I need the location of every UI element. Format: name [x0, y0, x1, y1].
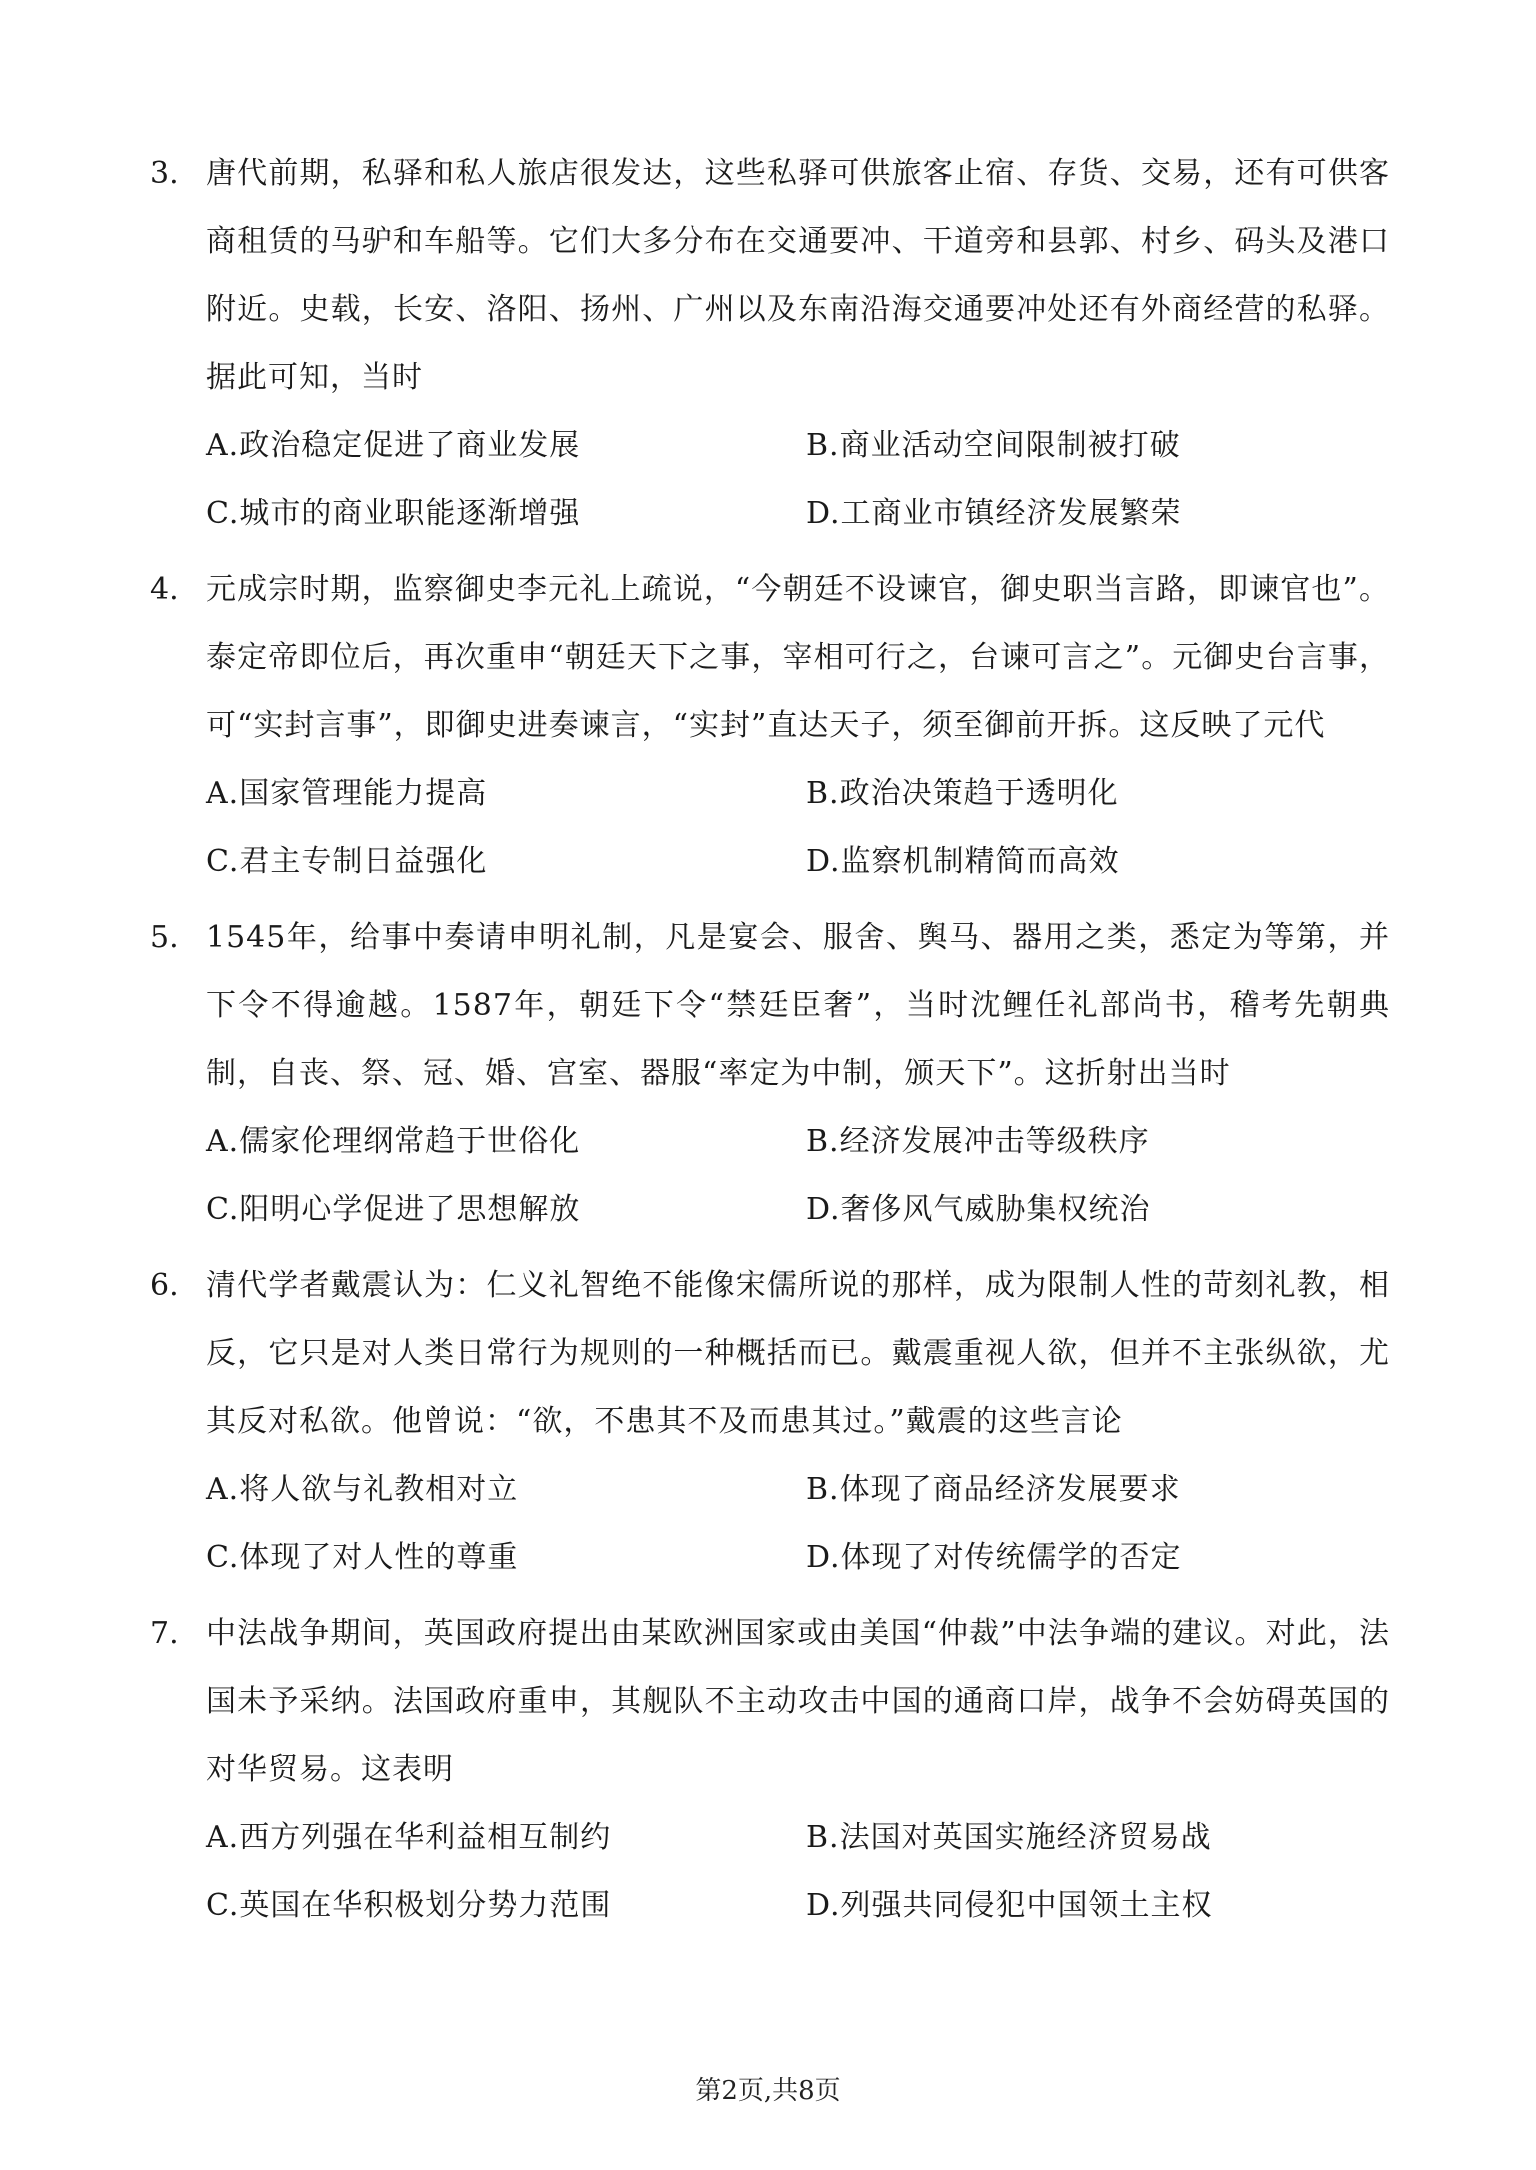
- option-grid: [206, 1804, 1390, 1940]
- page-footer: 第2页,共8页: [695, 2076, 841, 2106]
- option-c: C.城市的商业职能逐渐增强: [206, 496, 581, 531]
- option-b: B.经济发展冲击等级秩序: [806, 1124, 1150, 1159]
- option-a: A.政治稳定促进了商业发展: [206, 428, 581, 463]
- question-stem: 元成宗时期，监察御史李元礼上疏说，“今朝廷不设谏官，御史职当言路，即谏官也”。泰定帝即位后，再次重申“朝廷天下之事，宰相可行之，台谏可言之”。元御史台言事，可“实封言事”，即御史进奏谏言，“实封”直达天子，须至御前开拆。这反映了元代: [206, 572, 1390, 743]
- option-c: C.君主专制日益强化: [206, 844, 488, 879]
- option-a: A.西方列强在华利益相互制约: [206, 1820, 612, 1855]
- question-stem: 1545年，给事中奏请申明礼制，凡是宴会、服舍、舆马、器用之类，悉定为等第，并下令不得逾越。1587年，朝廷下令“禁廷臣奢”，当时沈鲤任礼部尚书，稽考先朝典制，自丧、祭、冠、婚、宫室、器服“率定为中制，颁天下”。这折射出当时: [206, 920, 1390, 1091]
- option-b: B.法国对英国实施经济贸易战: [806, 1820, 1212, 1855]
- question-stem: 清代学者戴震认为：仁义礼智绝不能像宋儒所说的那样，成为限制人性的苛刻礼教，相反，它只是对人类日常行为规则的一种概括而已。戴震重视人欲，但并不主张纵欲，尤其反对私欲。他曾说：“欲，不患其不及而患其过。”戴震的这些言论: [206, 1268, 1390, 1439]
- question-number: 3.: [150, 156, 179, 191]
- option-grid: [206, 1456, 1390, 1592]
- question-7: [150, 1600, 1390, 1940]
- question-4: [150, 556, 1390, 896]
- option-a: A.国家管理能力提高: [206, 776, 488, 811]
- option-b: B.体现了商品经济发展要求: [806, 1472, 1181, 1507]
- option-grid: [206, 412, 1390, 548]
- option-d: D.列强共同侵犯中国领土主权: [806, 1888, 1213, 1923]
- option-d: D.体现了对传统儒学的否定: [806, 1540, 1182, 1575]
- question-stem: 中法战争期间，英国政府提出由某欧洲国家或由美国“仲裁”中法争端的建议。对此，法国未予采纳。法国政府重申，其舰队不主动攻击中国的通商口岸，战争不会妨碍英国的对华贸易。这表明: [206, 1616, 1390, 1787]
- option-a: A.儒家伦理纲常趋于世俗化: [206, 1124, 581, 1159]
- option-d: D.监察机制精简而高效: [806, 844, 1120, 879]
- question-number: 5.: [150, 920, 179, 955]
- option-d: D.奢侈风气威胁集权统治: [806, 1192, 1151, 1227]
- option-b: B.商业活动空间限制被打破: [806, 428, 1181, 463]
- question-list: [150, 140, 1390, 1948]
- option-grid: [206, 1108, 1390, 1244]
- question-5: [150, 904, 1390, 1244]
- option-c: C.英国在华积极划分势力范围: [206, 1888, 612, 1923]
- option-c: C.阳明心学促进了思想解放: [206, 1192, 581, 1227]
- option-c: C.体现了对人性的尊重: [206, 1540, 519, 1575]
- question-3: [150, 140, 1390, 548]
- option-b: B.政治决策趋于透明化: [806, 776, 1119, 811]
- option-d: D.工商业市镇经济发展繁荣: [806, 496, 1182, 531]
- question-6: [150, 1252, 1390, 1592]
- option-a: A.将人欲与礼教相对立: [206, 1472, 519, 1507]
- question-number: 6.: [150, 1268, 179, 1303]
- question-stem: 唐代前期，私驿和私人旅店很发达，这些私驿可供旅客止宿、存货、交易，还有可供客商租赁的马驴和车船等。它们大多分布在交通要冲、干道旁和县郭、村乡、码头及港口附近。史载，长安、洛阳、扬州、广州以及东南沿海交通要冲处还有外商经营的私驿。据此可知，当时: [206, 156, 1390, 395]
- option-grid: [206, 760, 1390, 896]
- question-number: 7.: [150, 1616, 179, 1651]
- question-number: 4.: [150, 572, 179, 607]
